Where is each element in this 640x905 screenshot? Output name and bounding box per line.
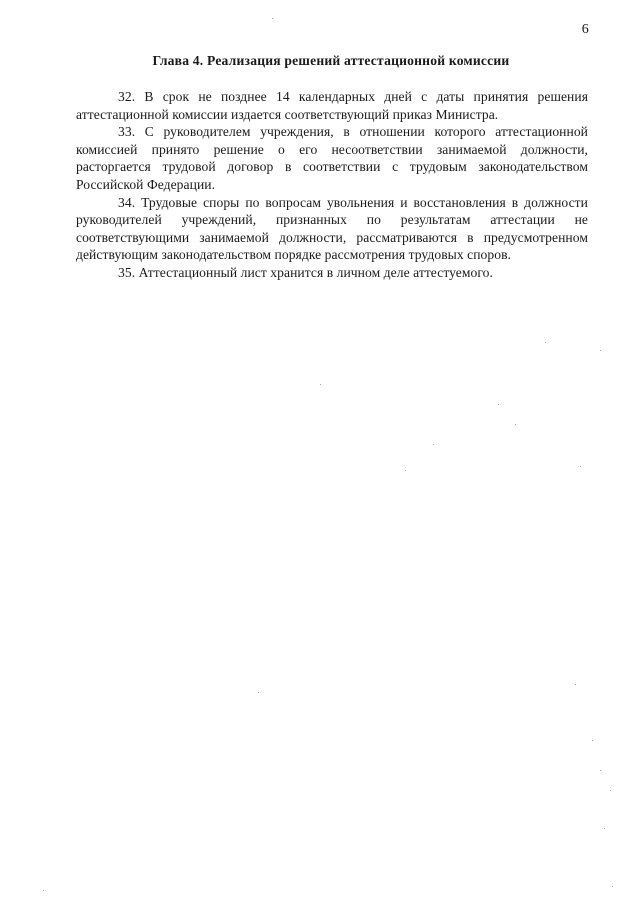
paragraph-34: 34. Трудовые споры по вопросам увольнения и восстановления в должности руководителей учреждений, признанных по результатам аттестации не соответствующими занимаемой должности, рассматриваются в предусмотренном действующим законодательством порядке рассмотрения трудовых споров. xyxy=(76,194,588,263)
document-body xyxy=(76,88,588,282)
paragraph-35: 35. Аттестационный лист хранится в личном деле аттестуемого. xyxy=(118,264,493,280)
chapter-title: Глава 4. Реализация решений аттестационной комиссии xyxy=(152,53,510,68)
page-number: 6 xyxy=(581,22,589,37)
paragraph-33: 33. С руководителем учреждения, в отношении которого аттестационной комиссией принято решение о его несоответствии занимаемой должности, расторгается трудовой договор в соответствии с трудовым законодательством Российской Федерации. xyxy=(76,124,588,192)
paragraph-32: 32. В срок не позднее 14 календарных дней с даты принятия решения аттестационной комиссии издается соответствующий приказ Министра. xyxy=(76,89,588,122)
